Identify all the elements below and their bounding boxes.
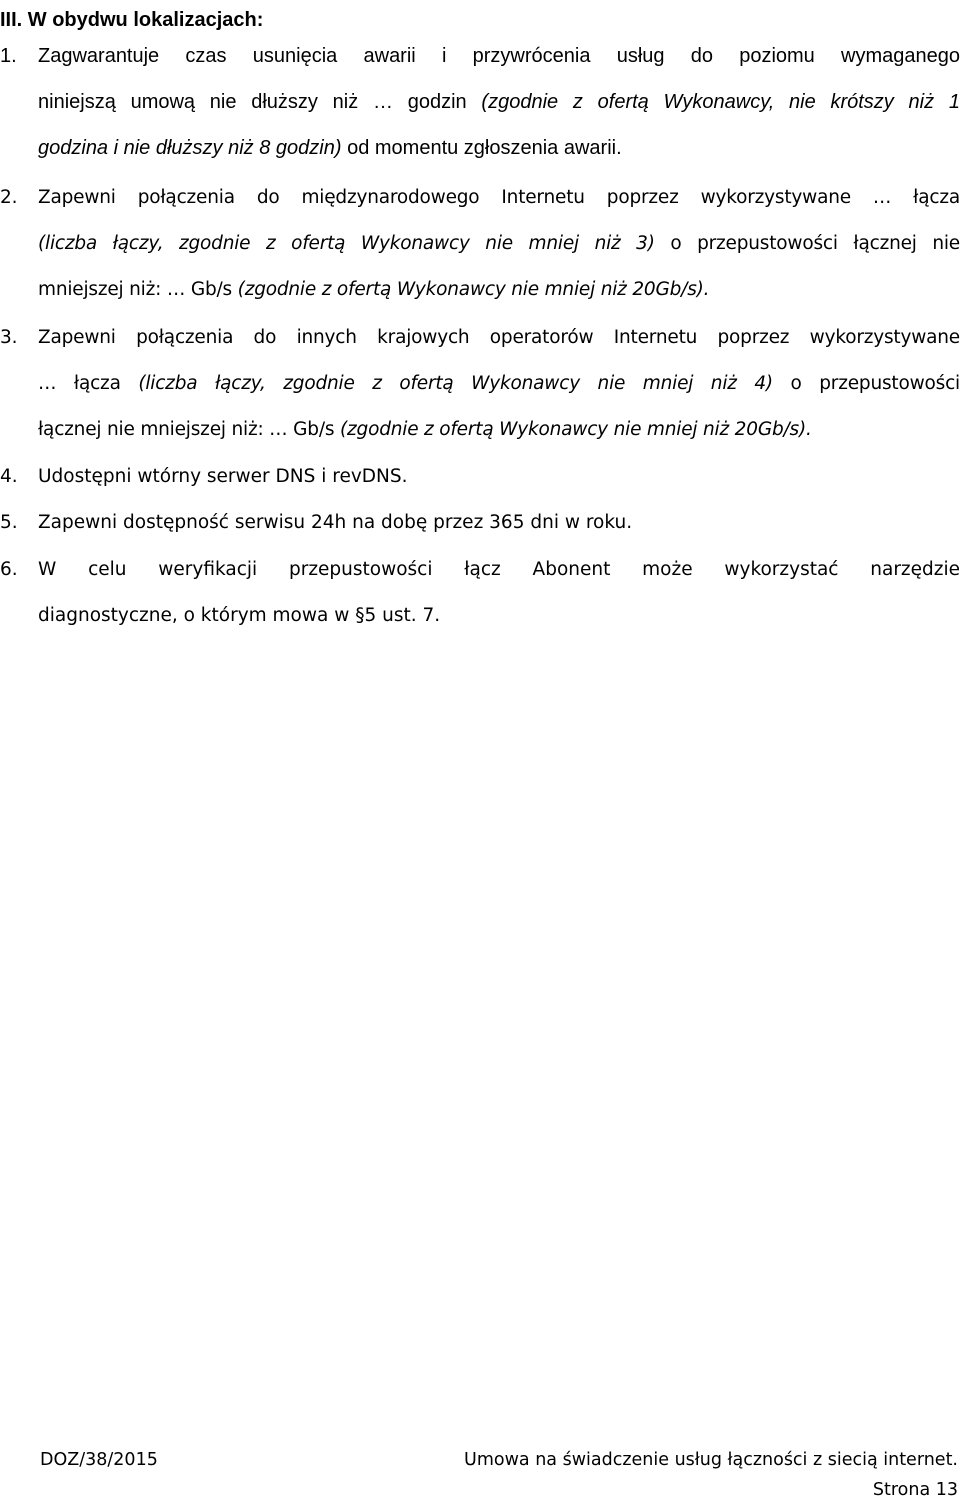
item-line xyxy=(38,361,960,407)
item-line: Zapewni połączenia do innych krajowych operatorów Internetu poprzez wykorzystywane xyxy=(38,327,960,348)
item-line xyxy=(38,79,960,125)
list-item-2 xyxy=(0,175,960,315)
item-text-run: o przepustowości xyxy=(772,373,960,394)
item-text-italic: (liczba łączy, zgodnie z ofertą Wykonawcy nie mniej niż 4) xyxy=(138,373,773,394)
item-text-run: niniejszą umową nie dłuższy niż … godzin xyxy=(38,91,482,113)
item-text-run: mniejszej niż: … Gb/s xyxy=(38,279,238,300)
footer-reference: DOZ/38/2015 xyxy=(40,1450,158,1470)
list-item-4 xyxy=(0,454,960,500)
item-line: Zapewni połączenia do międzynarodowego Internetu poprzez wykorzystywane … łącza xyxy=(38,187,960,208)
item-text-run: od momentu zgłoszenia awarii. xyxy=(341,137,622,159)
list-item-1 xyxy=(0,33,960,173)
item-line xyxy=(38,221,960,267)
item-text xyxy=(38,547,960,639)
item-text xyxy=(38,315,960,453)
item-text xyxy=(38,500,960,546)
item-text-run: o przepustowości łącznej nie xyxy=(654,233,960,254)
item-line xyxy=(38,267,960,313)
item-text xyxy=(38,33,960,171)
item-text-italic: (zgodnie z ofertą Wykonawcy nie mniej niż 20Gb/s). xyxy=(237,279,710,300)
item-text xyxy=(38,175,960,313)
item-number: 3. xyxy=(0,327,18,348)
item-number: 5. xyxy=(0,512,18,533)
item-number: 1. xyxy=(0,45,17,67)
item-text-italic: (zgodnie z ofertą Wykonawcy nie mniej niż 20Gb/s). xyxy=(340,419,812,440)
item-text-run: … łącza xyxy=(38,373,139,394)
item-text-run: łącznej nie mniejszej niż: … Gb/s xyxy=(38,419,340,440)
section-heading: III. W obydwu lokalizacjach: xyxy=(0,9,264,31)
item-text-italic: (zgodnie z ofertą Wykonawcy, nie krótszy niż 1 xyxy=(481,91,960,113)
list-item-3 xyxy=(0,315,960,455)
item-line xyxy=(38,125,960,171)
item-text-italic: godzina i nie dłuższy niż 8 godzin) xyxy=(38,137,342,159)
footer-title: Umowa na świadczenie usług łączności z siecią internet. xyxy=(464,1450,958,1470)
item-text-italic: (liczba łączy, zgodnie z ofertą Wykonawcy nie mniej niż 3) xyxy=(38,233,655,254)
page-number: Strona 13 xyxy=(872,1480,958,1500)
item-line: Udostępni wtórny serwer DNS i revDNS. xyxy=(38,466,408,487)
list-item-5 xyxy=(0,500,960,546)
item-line: Zapewni dostępność serwisu 24h na dobę przez 365 dni w roku. xyxy=(38,512,633,533)
item-number: 2. xyxy=(0,187,18,208)
item-number: 6. xyxy=(0,559,18,580)
list-item-6 xyxy=(0,547,960,639)
item-line: Zagwarantuje czas usunięcia awarii i przywrócenia usług do poziomu wymaganego xyxy=(38,45,960,67)
item-line xyxy=(38,407,960,453)
item-line: W celu weryfikacji przepustowości łącz Abonent może wykorzystać narzędzie xyxy=(38,559,960,580)
item-text xyxy=(38,454,960,500)
item-number: 4. xyxy=(0,466,18,487)
item-line: diagnostyczne, o którym mowa w §5 ust. 7. xyxy=(38,605,441,626)
